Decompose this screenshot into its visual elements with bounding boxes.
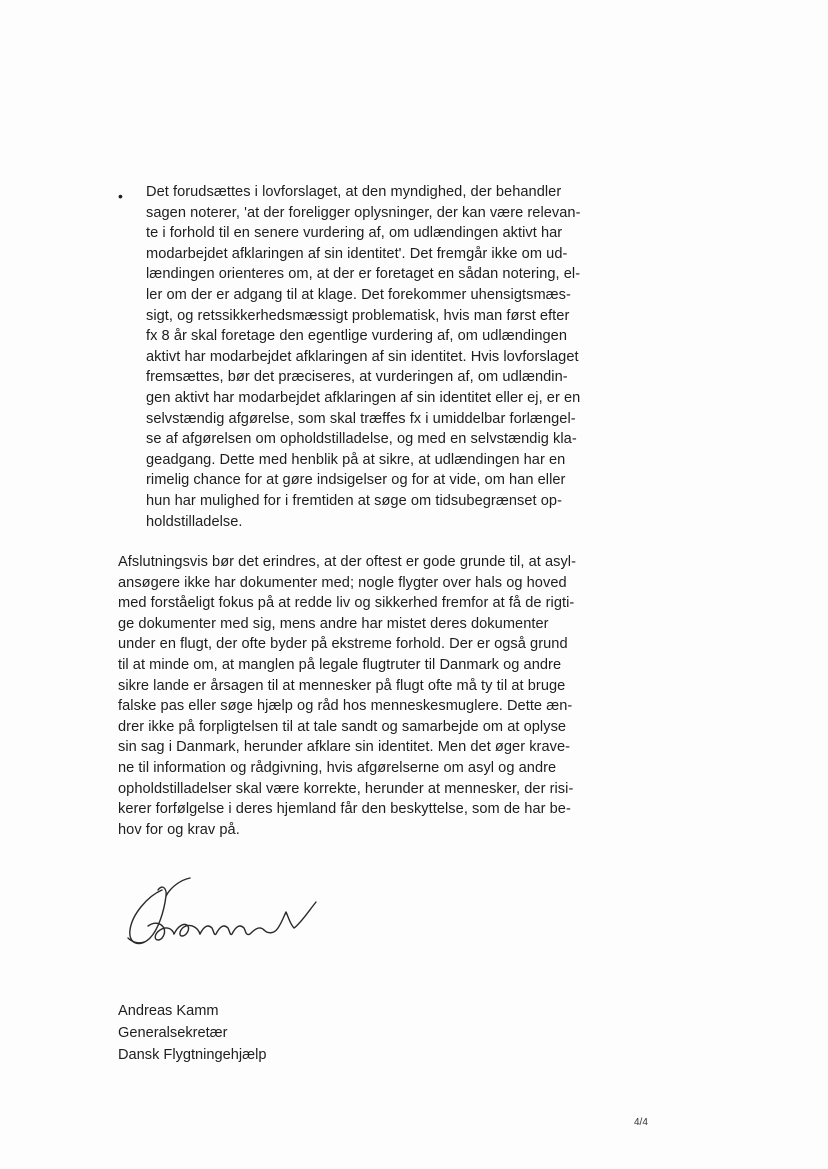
- text-line: aktivt har modarbejdet afklaringen af sin identitet. Hvis lovforslaget: [146, 348, 579, 365]
- text-line: hun har mulighed for i fremtiden at søge om tidsubegrænset op-: [146, 492, 562, 509]
- text-line: til at minde om, at manglen på legale flugtruter til Danmark og andre: [118, 656, 562, 673]
- text-line: modarbejdet afklaringen af sin identitet'. Det fremgår ikke om ud-: [146, 245, 568, 262]
- signatory-name: Andreas Kamm: [118, 1003, 219, 1019]
- text-line: ler om der er adgang til at klage. Det forekommer uhensigtsmæs-: [146, 286, 571, 303]
- text-line: holdstilladelse.: [146, 513, 243, 530]
- text-line: sin sag i Danmark, herunder afklare sin identitet. Men det øger krave-: [118, 739, 571, 756]
- text-line: opholdstilladelser skal være korrekte, herunder at mennesker, der risi-: [118, 780, 574, 797]
- closing-paragraph: [118, 552, 608, 840]
- text-line: geadgang. Dette med henblik på at sikre, at udlændingen har en: [146, 451, 566, 468]
- text-line: selvstændig afgørelse, som skal træffes fx i umiddelbar forlængel-: [146, 410, 576, 427]
- text-line: rimelig chance for at gøre indsigelser og for at vide, om han eller: [146, 472, 566, 489]
- signatory-organization: Dansk Flygtningehjælp: [118, 1047, 267, 1063]
- handwritten-signature: [118, 868, 338, 958]
- text-line: sigt, og retssikkerhedsmæssigt problematisk, hvis man først efter: [146, 307, 570, 324]
- text-line: lændingen orienteres om, at der er foretaget en sådan notering, el-: [146, 266, 581, 283]
- text-line: hov for og krav på.: [118, 821, 240, 838]
- text-line: gen aktivt har modarbejdet afklaringen af sin identitet eller ej, er en: [146, 389, 581, 406]
- bullet-text: [146, 182, 626, 532]
- text-line: ne til information og rådgivning, hvis afgørelserne om asyl og andre: [118, 759, 557, 776]
- text-line: under en flugt, der ofte byder på ekstreme forhold. Der er også grund: [118, 636, 568, 653]
- signature-block: [118, 1000, 266, 1066]
- text-line: Det forudsættes i lovforslaget, at den myndighed, der behandler: [146, 184, 562, 200]
- text-line: med forståeligt fokus på at redde liv og sikkerhed fremfor at få de rigti-: [118, 595, 575, 612]
- signatory-title: Generalsekretær: [118, 1025, 228, 1041]
- text-line: kerer forfølgelse i deres hjemland får den beskyttelse, som de har be-: [118, 801, 571, 818]
- text-line: te i forhold til en senere vurdering af, om udlændingen aktivt har: [146, 225, 563, 242]
- text-line: sikre lande er årsagen til at mennesker på flugt ofte må ty til at bruge: [118, 677, 566, 694]
- text-line: se af afgørelsen om opholdstilladelse, og med en selvstændig kla-: [146, 431, 577, 448]
- text-line: fx 8 år skal foretage den egentlige vurdering af, om udlændingen: [146, 328, 568, 345]
- text-line: ge dokumenter med sig, mens andre har mistet deres dokumenter: [118, 615, 549, 632]
- text-line: drer ikke på forpligtelsen til at tale sandt og samarbejde om at oplyse: [118, 718, 567, 735]
- text-line: falske pas eller søge hjælp og råd hos menneskesmuglere. Dette æn-: [118, 698, 573, 715]
- text-line: fremsættes, bør det præciseres, at vurderingen af, om udlændin-: [146, 369, 568, 386]
- page-number: 4/4: [634, 1117, 648, 1128]
- bullet-marker: •: [118, 188, 123, 204]
- text-line: sagen noterer, 'at der foreligger oplysninger, der kan være relevan-: [146, 204, 581, 221]
- text-line: ansøgere ikke har dokumenter med; nogle flygter over hals og hoved: [118, 574, 567, 591]
- text-line: Afslutningsvis bør det erindres, at der oftest er gode grunde til, at asyl-: [118, 554, 577, 570]
